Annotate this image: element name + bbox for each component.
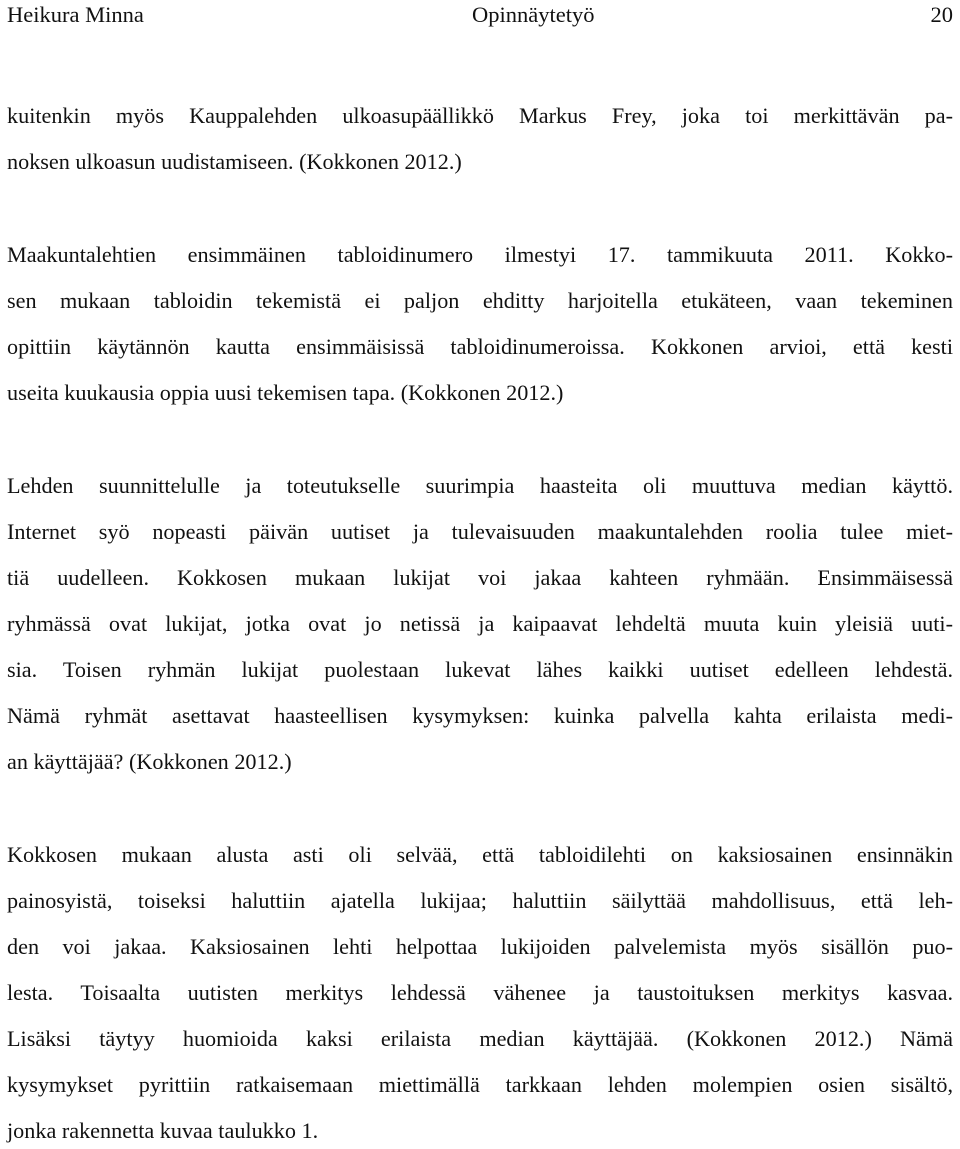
header-page-number: 20 <box>930 2 953 27</box>
text-line: Kokkosen mukaan alusta asti oli selvää, että tabloidilehti on kaksiosainen ensinnäkin <box>7 842 953 867</box>
text-line: Nämä ryhmät asettavat haasteellisen kysymyksen: kuinka palvella kahta erilaista medi- <box>7 703 953 728</box>
text-line: Lisäksi täytyy huomioida kaksi erilaista median käyttäjää. (Kokkonen 2012.) Nämä <box>7 1026 953 1051</box>
text-line: noksen ulkoasun uudistamiseen. (Kokkonen 2012.) <box>7 149 462 174</box>
document-page <box>7 0 953 1143</box>
text-line: useita kuukausia oppia uusi tekemisen tapa. (Kokkonen 2012.) <box>7 380 564 405</box>
text-line: painosyistä, toiseksi haluttiin ajatella lukijaa; haluttiin säilyttää mahdollisuus, että leh- <box>7 888 953 913</box>
text-line: an käyttäjää? (Kokkonen 2012.) <box>7 749 292 774</box>
text-line: kysymykset pyrittiin ratkaisemaan miettimällä tarkkaan lehden molempien osien sisältö, <box>7 1072 953 1097</box>
text-line: kuitenkin myös Kauppalehden ulkoasupäällikkö Markus Frey, joka toi merkittävän pa- <box>7 103 953 128</box>
text-line: lesta. Toisaalta uutisten merkitys lehdessä vähenee ja taustoituksen merkitys kasvaa. <box>7 980 953 1005</box>
header-doc-type: Opinnäytetyö <box>472 2 595 27</box>
text-line: sia. Toisen ryhmän lukijat puolestaan lukevat lähes kaikki uutiset edelleen lehdestä. <box>7 657 953 682</box>
text-line: sen mukaan tabloidin tekemistä ei paljon ehditty harjoitella etukäteen, vaan tekeminen <box>7 288 953 313</box>
text-line: ryhmässä ovat lukijat, jotka ovat jo netissä ja kaipaavat lehdeltä muuta kuin yleisiä uuti- <box>7 611 953 636</box>
text-line: Maakuntalehtien ensimmäinen tabloidinumero ilmestyi 17. tammikuuta 2011. Kokko- <box>7 242 953 267</box>
page-header <box>7 0 953 30</box>
text-line: tiä uudelleen. Kokkosen mukaan lukijat voi jakaa kahteen ryhmään. Ensimmäisessä <box>7 565 953 590</box>
text-line: jonka rakennetta kuvaa taulukko 1. <box>7 1118 319 1143</box>
text-line: den voi jakaa. Kaksiosainen lehti helpottaa lukijoiden palvelemista myös sisällön puo- <box>7 934 953 959</box>
text-line: Internet syö nopeasti päivän uutiset ja tulevaisuuden maakuntalehden roolia tulee miet- <box>7 519 953 544</box>
header-author: Heikura Minna <box>7 2 144 27</box>
text-line: Lehden suunnittelulle ja toteutukselle suurimpia haasteita oli muuttuva median käyttö. <box>7 473 953 498</box>
text-line: opittiin käytännön kautta ensimmäisissä tabloidinumeroissa. Kokkonen arvioi, että kesti <box>7 334 953 359</box>
